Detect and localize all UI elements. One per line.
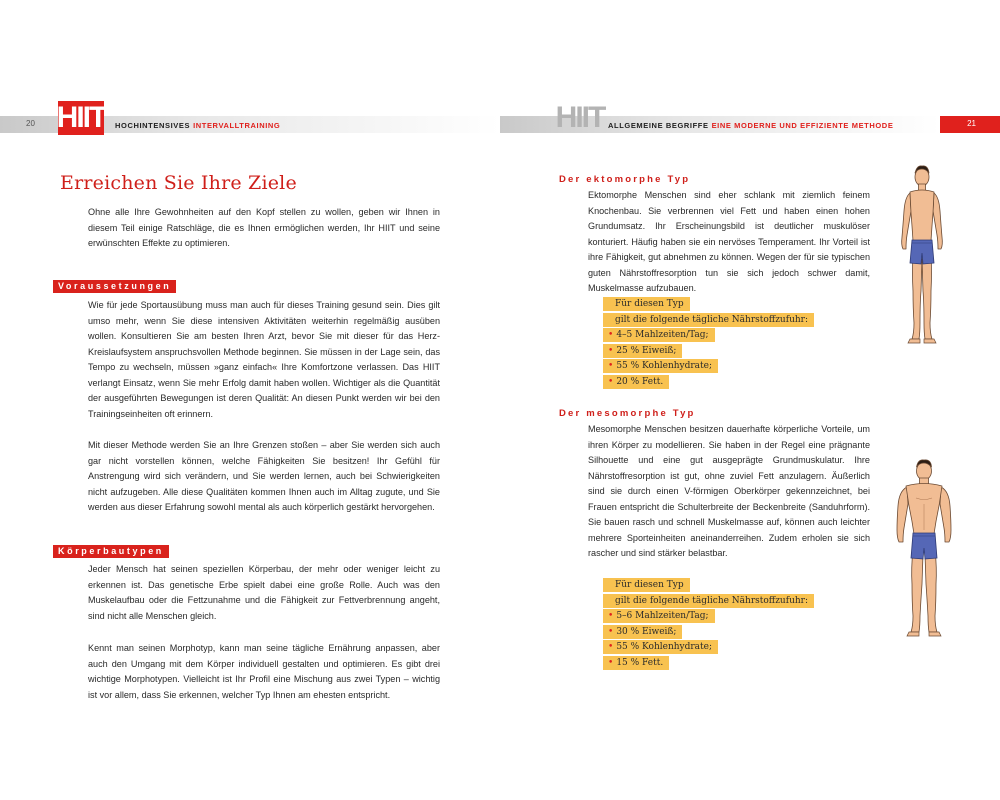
list-item: • 25 % Eiweiß; [603,344,682,358]
box-intro: Für diesen Typ [603,297,690,311]
right-page [500,0,1000,800]
running-header [608,121,893,130]
list-item: • 4–5 Mahlzeiten/Tag; [603,328,715,342]
intro-paragraph: Ohne alle Ihre Gewohnheiten auf den Kopf stellen zu wollen, geben wir Ihnen in diesem Teil einige Ratschläge, die es Ihnen ermöglichen werden, Ihr HIIT und seine erwünschten Effekte zu optimieren. [88,207,440,248]
mesomorph-nutrition-box [603,578,814,672]
bullet-icon: • [608,657,614,668]
ectomorph-nutrition-box [603,297,814,391]
paragraph: Kennt man seinen Morphotyp, kann man seine tägliche Ernährung anpassen, aber auch den Umgang mit dem Körper individuell gestalten und optimieren. Es gibt drei wichtige Morphotypen. Vielleicht ist Ihr Profil eine Mischung aus zwei Typen – wichtig ist vor allem, dass Sie erkennen, welcher Typ Ihnen am ehesten entspricht. [88,643,440,700]
header-accent: INTERVALLTRAINING [193,121,281,130]
ectomorph-paragraph: Ektomorphe Menschen sind eher schlank mit ziemlich feinem Knochenbau. Sie verbrennen viel Fett und haben einen hohen Grundumsatz. Ihr Erscheinungsbild ist deutlicher muskulöser konturiert. Häufig haben sie ein nervöses Temperament. Ihr Vorteil ist ihre Fähigkeit, gut abnehmen zu können. Wegen der für sie typischen guten Nährstoffresorption tun sie sich jedoch schwer damit, Muskelmasse aufzubauen. [588,190,870,293]
paragraph: Mit dieser Methode werden Sie an Ihre Grenzen stoßen – aber Sie werden sich auch gar nicht vorstellen können, welche Fähigkeiten Sie besitzen! Ihr Gefühl für Anstrengung wird sich verändern, und Sie werden lernen, auch bei Schwierigkeiten nicht aufzugeben. Alle diese Qualitäten kommen Ihnen auch im Alltag zugute, und Sie werden aus dieser Erfahrung sowohl mental als auch körperlich gestärkt hervorgehen. [88,440,440,512]
bullet-icon: • [608,642,614,653]
mesomorph-figure-icon [886,458,962,638]
ectomorph-figure-icon [886,163,958,345]
page-number: 20 [26,119,35,128]
ectomorph-heading: Der ektomorphe Typ [559,174,691,185]
bullet-icon: • [608,361,614,372]
mesomorph-heading: Der mesomorphe Typ [559,408,696,419]
list-item: • 20 % Fett. [603,375,669,389]
box-intro: Für diesen Typ [603,578,690,592]
bullet-icon: • [608,626,614,637]
list-item: • 5–6 Mahlzeiten/Tag; [603,609,715,623]
bullet-icon: • [608,376,614,387]
bullet-icon: • [608,330,614,341]
box-intro: gilt die folgende tägliche Nährstoffzufuhr: [603,313,814,327]
header-main: ALLGEMEINE BEGRIFFE [608,121,709,130]
paragraph: Wie für jede Sportausübung muss man auch für dieses Training gesund sein. Dies gilt umso mehr, wenn Sie diese intensiven Aktivitäten weiterhin regelmäßig ausüben wollen. Konsultieren Sie am besten Ihren Arzt, bevor Sie mit dieser für das Herz-Kreislaufsystem anspruchsvollen Methode beginnen. Sie müssen in der Lage sein, das Tempo zu wechseln, müssen »ganz einfach« Ihre Komfortzone verlassen. Das HIIT verlangt Einsatz, wenn Sie mehr Erfolg damit haben wollen. Wichtiger als die Quantität der ausgeführten Bewegungen ist deren Qualität: An diesen Punkt werden wir bei den Trainingseinheiten oft erinnern. [88,300,440,419]
bullet-icon: • [608,345,614,356]
paragraph: Jeder Mensch hat seinen speziellen Körperbau, der mehr oder weniger leicht zu erkennen ist. Das genetische Erbe spielt dabei eine große Rolle. Auch was den Muskelaufbau oder die Fettzunahme und die Fähigkeit zur Fettverbrennung angeht, sind nicht alle Menschen gleich. [88,564,440,621]
header-accent: EINE MODERNE UND EFFIZIENTE METHODE [711,121,894,130]
list-item: • 55 % Kohlenhydrate; [603,359,718,373]
list-item: • 55 % Kohlenhydrate; [603,640,718,654]
box-intro: gilt die folgende tägliche Nährstoffzufuhr: [603,594,814,608]
section-label-koerperbautypen: Körperbautypen [53,545,169,558]
page-title: Erreichen Sie Ihre Ziele [60,172,297,194]
mesomorph-paragraph: Mesomorphe Menschen besitzen dauerhafte körperliche Vorteile, um ihren Körper zu modellieren. Sie haben in der Regel eine prägnante Silhouette und eine gut ausgeprägte Grundmuskulatur. Ihre Nährstoffresorption ist gut, ohne zuviel Fett anzulagern. Äußerlich sind sie durch einen V-förmigen Oberkörper gekennzeichnet, bei Frauen entspricht die Schulterbreite der Beckenbreite (Sanduhrform). Sie bauen rasch und schnell Muskelmasse auf, können auch leichter mehrere Sporteinheiten aneinanderreihen. Zudem erholen sie sich rascher und sind stärker belastbar. [588,424,870,558]
list-item: • 30 % Eiweiß; [603,625,682,639]
running-header [115,121,280,130]
hiit-logo: HIIT [56,101,106,134]
hiit-logo: HIIT [555,101,605,134]
page-number: 21 [967,119,976,128]
section-label-voraussetzungen: Voraussetzungen [53,280,176,293]
list-item: • 15 % Fett. [603,656,669,670]
header-main: HOCHINTENSIVES [115,121,191,130]
bullet-icon: • [608,611,614,622]
page-tab [940,116,1000,133]
